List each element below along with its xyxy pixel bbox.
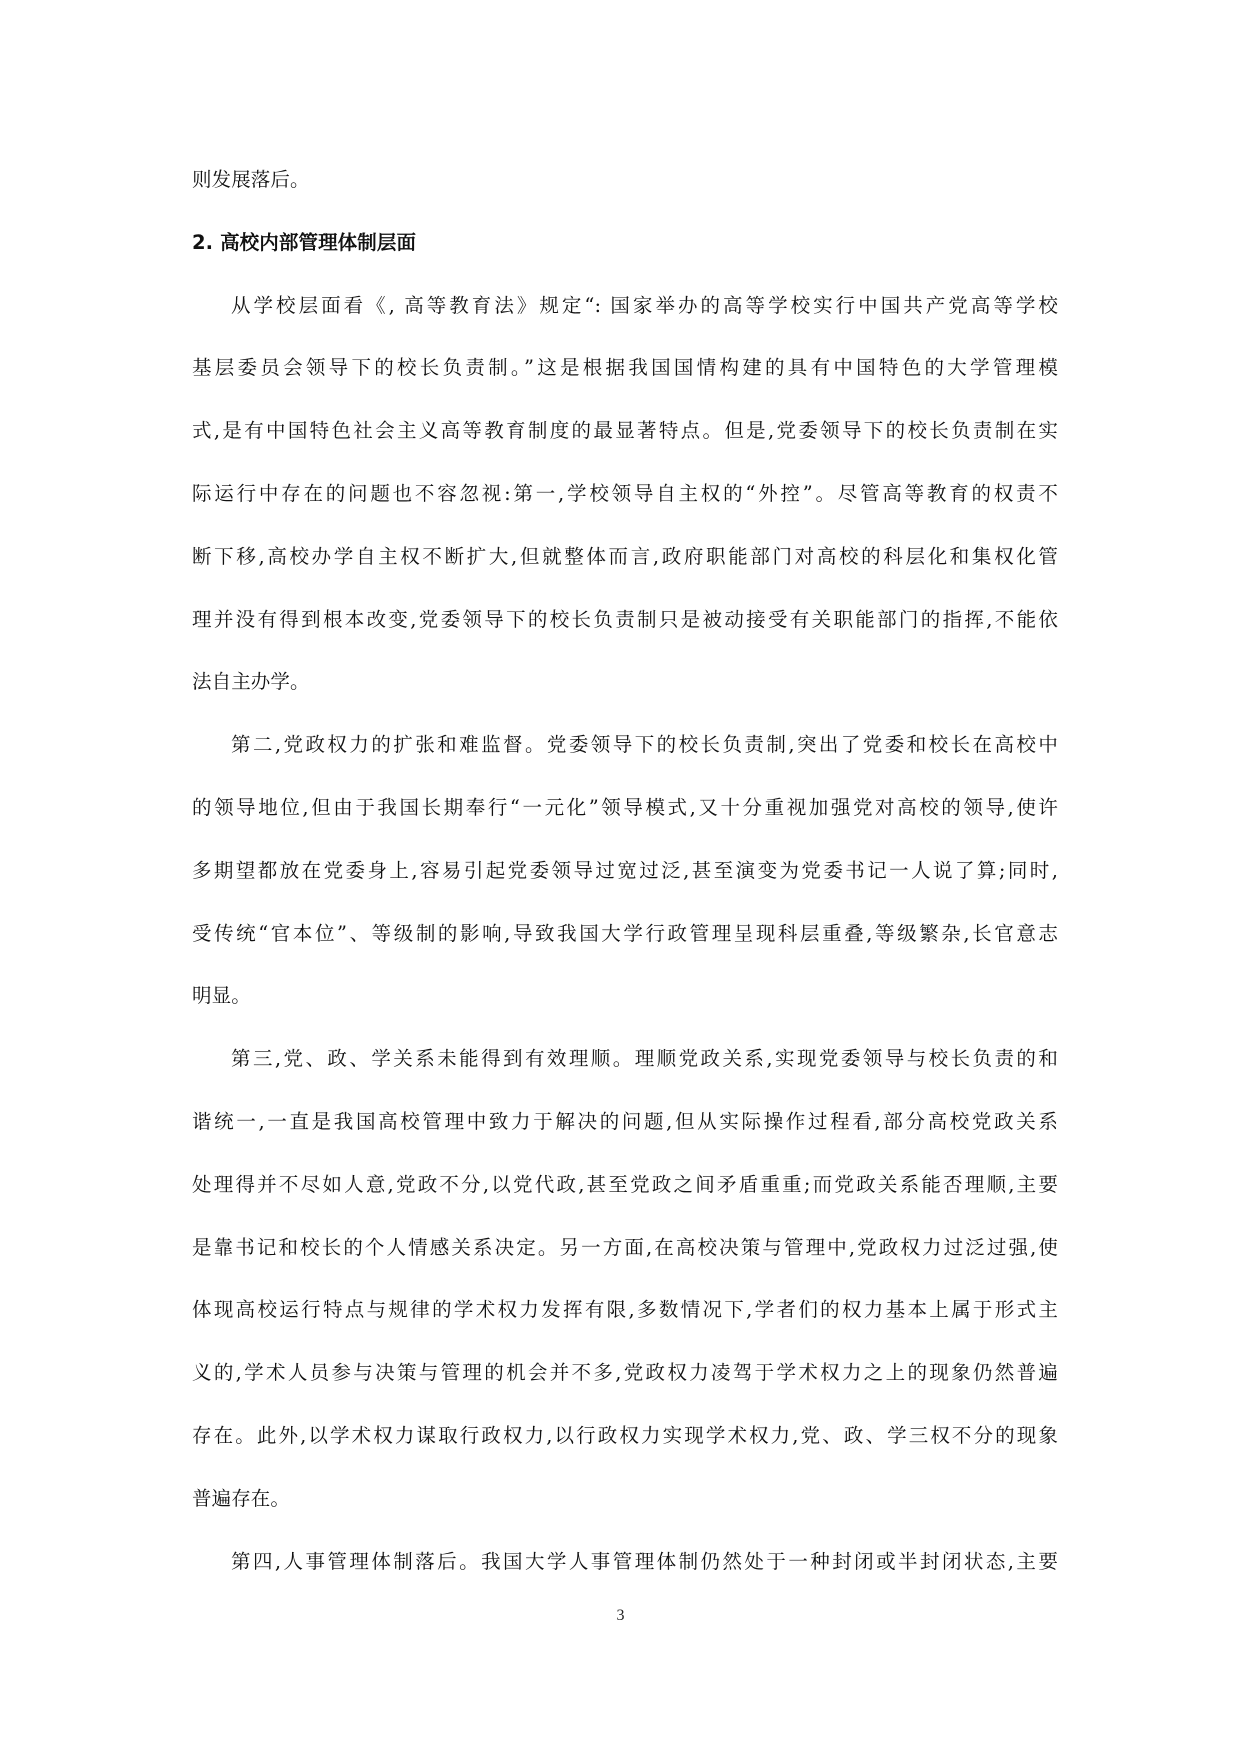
- paragraph-line: 受传统“官本位”、等级制的影响,导致我国大学行政管理呈现科层重叠,等级繁杂,长官意志: [192, 921, 1058, 945]
- paragraph-line: 际运行中存在的问题也不容忽视:第一,学校领导自主权的“外控”。尽管高等教育的权责不: [192, 481, 1058, 505]
- paragraph-line: 存在。此外,以学术权力谋取行政权力,以行政权力实现学术权力,党、政、学三权不分的现象: [192, 1423, 1058, 1447]
- paragraph-line: 理并没有得到根本改变,党委领导下的校长负责制只是被动接受有关职能部门的指挥,不能依: [192, 607, 1058, 631]
- paragraph-line: 式,是有中国特色社会主义高等教育制度的最显著特点。但是,党委领导下的校长负责制在实: [192, 419, 1058, 443]
- paragraph-line: 第四,人事管理体制落后。我国大学人事管理体制仍然处于一种封闭或半封闭状态,主要: [231, 1549, 1058, 1573]
- paragraph-end-line: 则发展落后。: [192, 168, 310, 191]
- paragraph-line: 是靠书记和校长的个人情感关系决定。另一方面,在高校决策与管理中,党政权力过泛过强,使: [192, 1235, 1058, 1259]
- paragraph-line: 处理得并不尽如人意,党政不分,以党代政,甚至党政之间矛盾重重;而党政关系能否理顺,主要: [192, 1172, 1058, 1196]
- paragraph-end-line: 法自主办学。: [192, 670, 310, 694]
- document-body: [192, 160, 1058, 1604]
- paragraph-end-line: 明显。: [192, 984, 251, 1008]
- paragraph-line: 的领导地位,但由于我国长期奉行“一元化”领导模式,又十分重视加强党对高校的领导,使许: [192, 795, 1058, 819]
- paragraph-end-line: 普遍存在。: [192, 1486, 291, 1510]
- paragraph-line: 谐统一,一直是我国高校管理中致力于解决的问题,但从实际操作过程看,部分高校党政关系: [192, 1109, 1058, 1133]
- paragraph-line: 体现高校运行特点与规律的学术权力发挥有限,多数情况下,学者们的权力基本上属于形式主: [192, 1298, 1058, 1322]
- page-number: 3: [616, 1607, 625, 1624]
- paragraph-line: 断下移,高校办学自主权不断扩大,但就整体而言,政府职能部门对高校的科层化和集权化管: [192, 544, 1058, 568]
- paragraph-line: 从学校层面看《, 高等教育法》规定“: 国家举办的高等学校实行中国共产党高等学校: [231, 293, 1058, 317]
- paragraph-line: 义的,学术人员参与决策与管理的机会并不多,党政权力凌驾于学术权力之上的现象仍然普遍: [192, 1361, 1058, 1385]
- section-heading: 2. 高校内部管理体制层面: [192, 230, 417, 254]
- paragraph-line: 基层委员会领导下的校长负责制。”这是根据我国国情构建的具有中国特色的大学管理模: [192, 356, 1058, 380]
- paragraph-line: 第三,党、政、学关系未能得到有效理顺。理顺党政关系,实现党委领导与校长负责的和: [231, 1047, 1058, 1071]
- paragraph-line: 多期望都放在党委身上,容易引起党委领导过宽过泛,甚至演变为党委书记一人说了算;同时,: [192, 858, 1058, 882]
- paragraph-line: 第二,党政权力的扩张和难监督。党委领导下的校长负责制,突出了党委和校长在高校中: [231, 733, 1058, 757]
